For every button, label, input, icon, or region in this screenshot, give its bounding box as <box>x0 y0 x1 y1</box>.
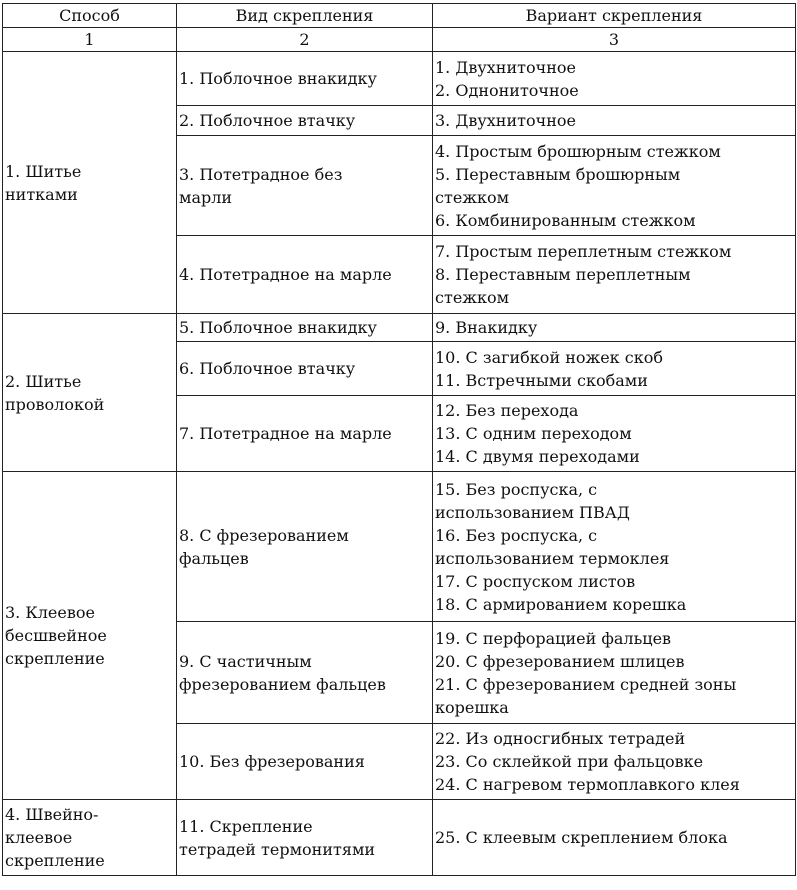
variant-line: 20. С фрезерованием шлицев <box>435 651 685 671</box>
kind-label-line: тетрадей термонитями <box>179 839 376 859</box>
variant-line: 21. С фрезерованием средней зоны <box>435 674 737 694</box>
method-label-line: нитками <box>5 184 78 204</box>
method-label-line: 4. Швейно- <box>5 805 99 824</box>
variant-cell <box>433 342 796 396</box>
method-label-line: скрепление <box>5 649 105 668</box>
variant-line: 24. С нагревом термоплавкого клея <box>435 775 740 794</box>
variant-cell <box>433 136 796 236</box>
variant-line: 15. Без роспуска, с <box>435 479 598 499</box>
kind-label-line: марли <box>179 187 233 207</box>
kind-label-line: 8. С фрезерованием <box>179 525 349 545</box>
kind-cell <box>177 622 433 724</box>
method-label-line: скрепление <box>5 851 105 870</box>
variant-line: корешка <box>435 697 509 717</box>
table-row <box>3 314 796 342</box>
kind-label-line: 5. Поблочное внакидку <box>179 318 377 337</box>
kind-cell <box>177 396 433 472</box>
variant-cell <box>433 314 796 342</box>
binding-methods-table <box>2 3 796 876</box>
kind-label-line: фрезерованием фальцев <box>179 674 386 694</box>
table-row <box>3 800 796 876</box>
variant-line: 14. С двумя переходами <box>435 447 640 466</box>
variant-line: 10. С загибкой ножек скоб <box>435 347 663 367</box>
method-label-line: 1. Шитье <box>5 161 82 181</box>
kind-cell <box>177 800 433 876</box>
kind-cell <box>177 106 433 136</box>
kind-label-line: 2. Поблочное втачку <box>179 111 356 130</box>
kind-label-line: фальцев <box>179 548 249 568</box>
variant-line: 11. Встречными скобами <box>435 370 648 390</box>
variant-line: использованием ПВАД <box>435 502 630 522</box>
variant-line: 4. Простым брошюрным стежком <box>435 141 721 161</box>
kind-cell <box>177 724 433 800</box>
variant-line: 13. С одним переходом <box>435 424 632 443</box>
table-row <box>3 52 796 106</box>
kind-cell <box>177 236 433 314</box>
variant-line: 19. С перфорацией фальцев <box>435 628 672 648</box>
column-number-1: 1 <box>3 28 177 52</box>
kind-label-line: 6. Поблочное втачку <box>179 359 356 378</box>
method-label-line: 3. Клеевое <box>5 603 95 622</box>
method-cell <box>3 52 177 314</box>
column-number-2: 2 <box>177 28 433 52</box>
method-cell <box>3 472 177 800</box>
variant-cell <box>433 800 796 876</box>
variant-cell <box>433 724 796 800</box>
kind-cell <box>177 136 433 236</box>
variant-line: использованием термоклея <box>435 548 670 568</box>
method-label-line: бесшвейное <box>5 626 107 645</box>
method-label-line: клеевое <box>5 828 73 847</box>
header-method: Способ <box>3 4 177 28</box>
method-cell <box>3 800 177 876</box>
method-label-line: 2. Шитье <box>5 371 82 391</box>
header-row <box>3 4 796 28</box>
kind-label-line: 1. Поблочное внакидку <box>179 69 377 88</box>
variant-line: 8. Переставным переплетным <box>435 265 691 284</box>
variant-line: 1. Двухниточное <box>435 57 576 77</box>
variant-line: 9. Внакидку <box>435 318 538 337</box>
variant-line: 2. Однониточное <box>435 80 579 100</box>
variant-line: 22. Из односгибных тетрадей <box>435 729 686 748</box>
kind-cell <box>177 472 433 622</box>
variant-cell <box>433 396 796 472</box>
variant-line: 18. С армированием корешка <box>435 594 687 614</box>
table-row <box>3 472 796 622</box>
variant-cell <box>433 52 796 106</box>
kind-label-line: 3. Потетрадное без <box>179 164 343 184</box>
kind-cell <box>177 314 433 342</box>
kind-label-line: 7. Потетрадное на марле <box>179 424 392 443</box>
variant-line: 7. Простым переплетным стежком <box>435 242 732 261</box>
variant-cell <box>433 236 796 314</box>
variant-line: 6. Комбинированным стежком <box>435 210 696 230</box>
method-label-line: проволокой <box>5 394 105 414</box>
column-number-row <box>3 28 796 52</box>
kind-label-line: 9. С частичным <box>179 651 312 671</box>
kind-label-line: 11. Скрепление <box>179 816 313 836</box>
kind-cell <box>177 342 433 396</box>
variant-line: 23. Со склейкой при фальцовке <box>435 752 704 771</box>
variant-line: стежком <box>435 288 510 307</box>
kind-cell <box>177 52 433 106</box>
variant-line: 5. Переставным брошюрным <box>435 164 681 184</box>
kind-label-line: 10. Без фрезерования <box>179 752 365 771</box>
variant-line: 17. С роспуском листов <box>435 571 636 591</box>
variant-cell <box>433 106 796 136</box>
variant-cell <box>433 622 796 724</box>
column-number-3: 3 <box>433 28 796 52</box>
method-cell <box>3 314 177 472</box>
variant-line: 25. С клеевым скреплением блока <box>435 828 728 847</box>
header-variant: Вариант скрепления <box>433 4 796 28</box>
kind-label-line: 4. Потетрадное на марле <box>179 265 392 284</box>
variant-cell <box>433 472 796 622</box>
variant-line: 16. Без роспуска, с <box>435 525 598 545</box>
header-kind: Вид скрепления <box>177 4 433 28</box>
variant-line: 12. Без перехода <box>435 401 579 420</box>
variant-line: 3. Двухниточное <box>435 111 576 130</box>
variant-line: стежком <box>435 187 510 207</box>
